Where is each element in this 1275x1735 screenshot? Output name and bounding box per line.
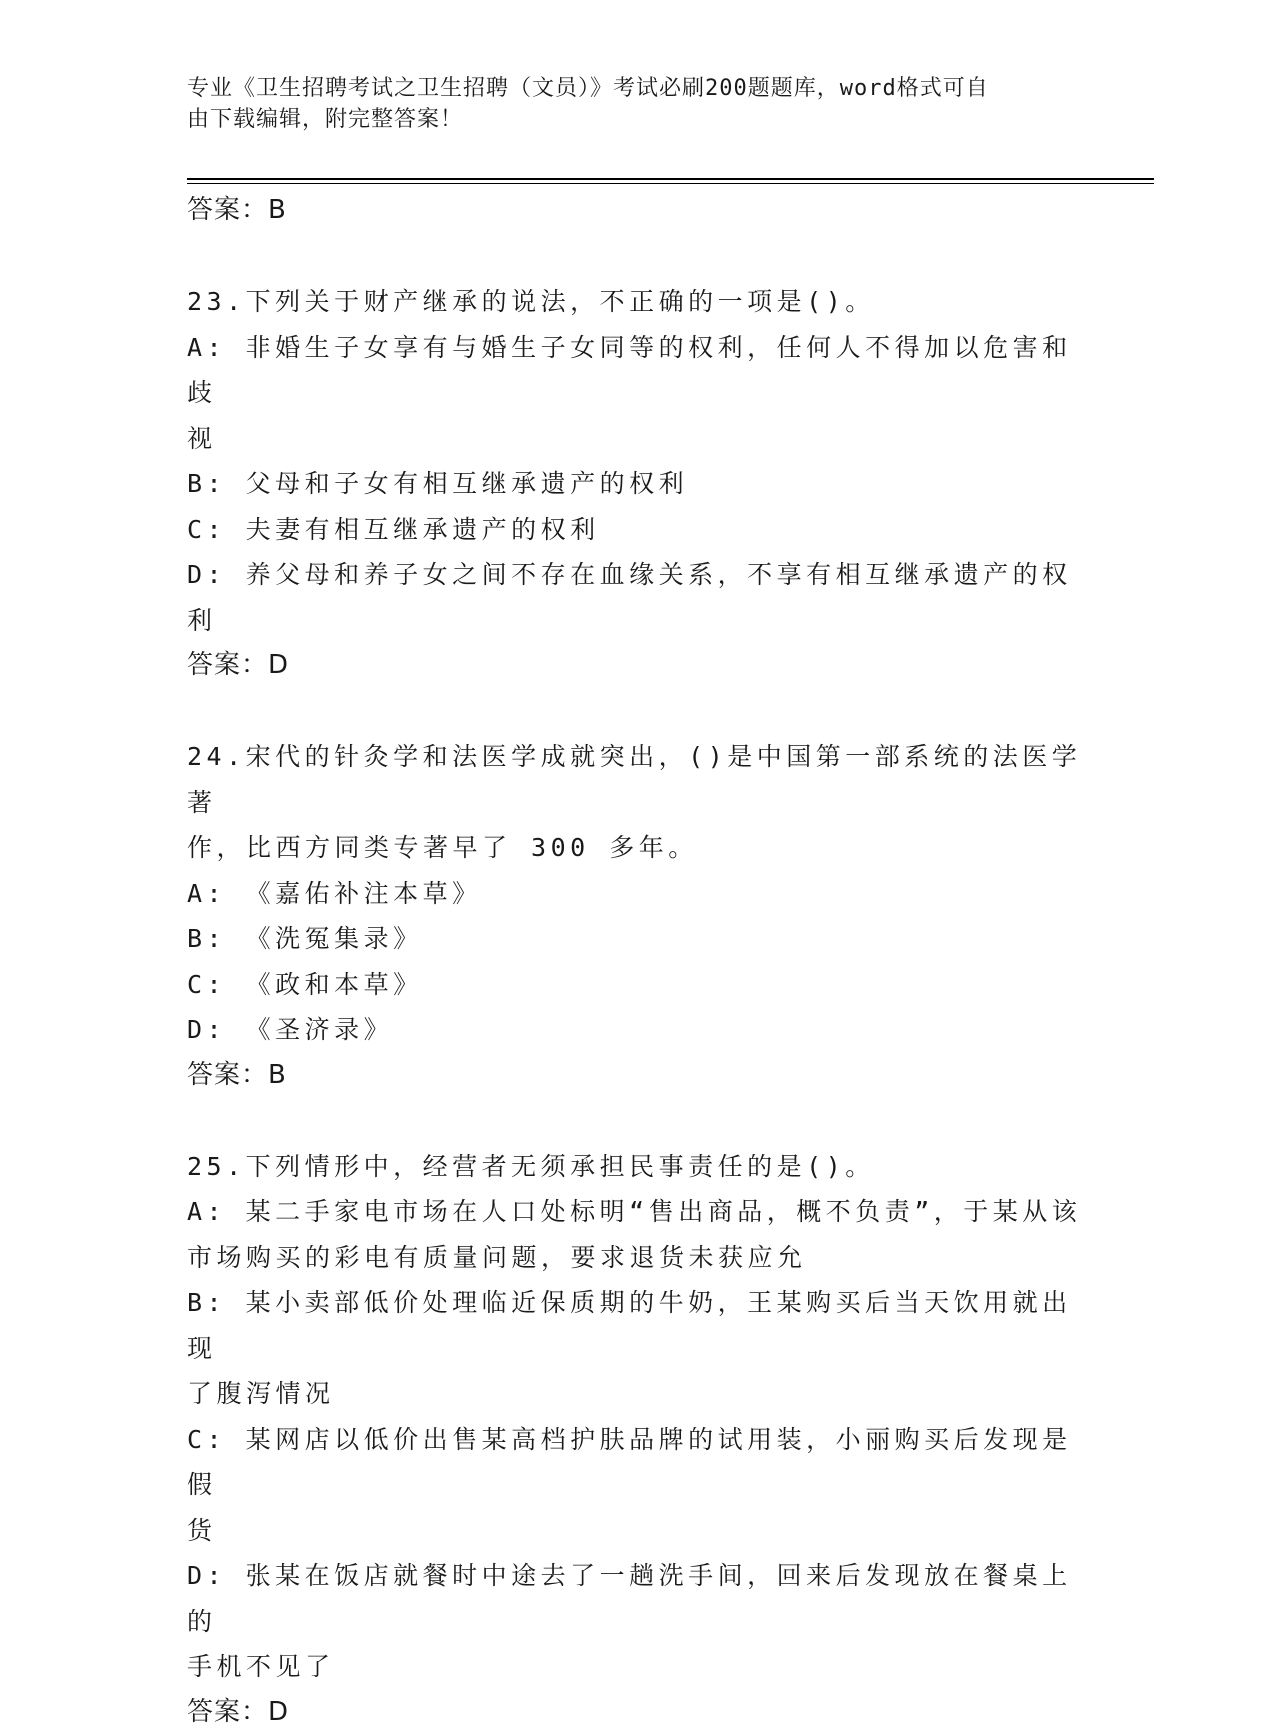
answer-line: 答案：D xyxy=(187,1690,1087,1735)
question-text: 25.下列情形中，经营者无须承担民事责任的是()。 xyxy=(187,1144,1087,1190)
option-b: B: 父母和子女有相互继承遗产的权利 xyxy=(187,461,1087,507)
option-c-continued: 货 xyxy=(187,1508,1087,1554)
option-a: A: 《嘉佑补注本草》 xyxy=(187,871,1087,917)
option-a-continued: 市场购买的彩电有质量问题，要求退货未获应允 xyxy=(187,1235,1087,1281)
header-line: 由下载编辑，附完整答案！ xyxy=(187,104,1067,135)
option-b: B: 《洗冤集录》 xyxy=(187,916,1087,962)
question-text: 24.宋代的针灸学和法医学成就突出，()是中国第一部系统的法医学著 xyxy=(187,734,1087,825)
option-a: A: 非婚生子女享有与婚生子女同等的权利，任何人不得加以危害和歧 xyxy=(187,325,1087,416)
option-d: D: 张某在饭店就餐时中途去了一趟洗手间，回来后发现放在餐桌上的 xyxy=(187,1553,1087,1644)
answer-line: 答案：B xyxy=(187,188,1087,234)
option-c: C: 《政和本草》 xyxy=(187,962,1087,1008)
header-divider-thick xyxy=(187,178,1154,180)
option-b: B: 某小卖部低价处理临近保质期的牛奶，王某购买后当天饮用就出现 xyxy=(187,1280,1087,1371)
option-d: D: 养父母和养子女之间不存在血缘关系，不享有相互继承遗产的权利 xyxy=(187,552,1087,643)
option-a: A: 某二手家电市场在人口处标明“售出商品，概不负责”，于某从该 xyxy=(187,1189,1087,1235)
option-c: C: 夫妻有相互继承遗产的权利 xyxy=(187,507,1087,553)
answer-line: 答案：B xyxy=(187,1053,1087,1099)
question-text: 23.下列关于财产继承的说法，不正确的一项是()。 xyxy=(187,279,1087,325)
option-b-continued: 了腹泻情况 xyxy=(187,1371,1087,1417)
option-c: C: 某网店以低价出售某高档护肤品牌的试用装，小丽购买后发现是假 xyxy=(187,1417,1087,1508)
header-divider-thin xyxy=(187,183,1154,184)
question-text-continued: 作，比西方同类专著早了 300 多年。 xyxy=(187,825,1087,871)
header-line: 专业《卫生招聘考试之卫生招聘（文员）》考试必刷200题题库，word格式可自 xyxy=(187,73,1067,104)
option-a-continued: 视 xyxy=(187,416,1087,462)
option-d-continued: 手机不见了 xyxy=(187,1644,1087,1690)
option-d: D: 《圣济录》 xyxy=(187,1007,1087,1053)
document-header xyxy=(187,73,1067,135)
question-content xyxy=(187,188,1087,1735)
answer-line: 答案：D xyxy=(187,643,1087,689)
